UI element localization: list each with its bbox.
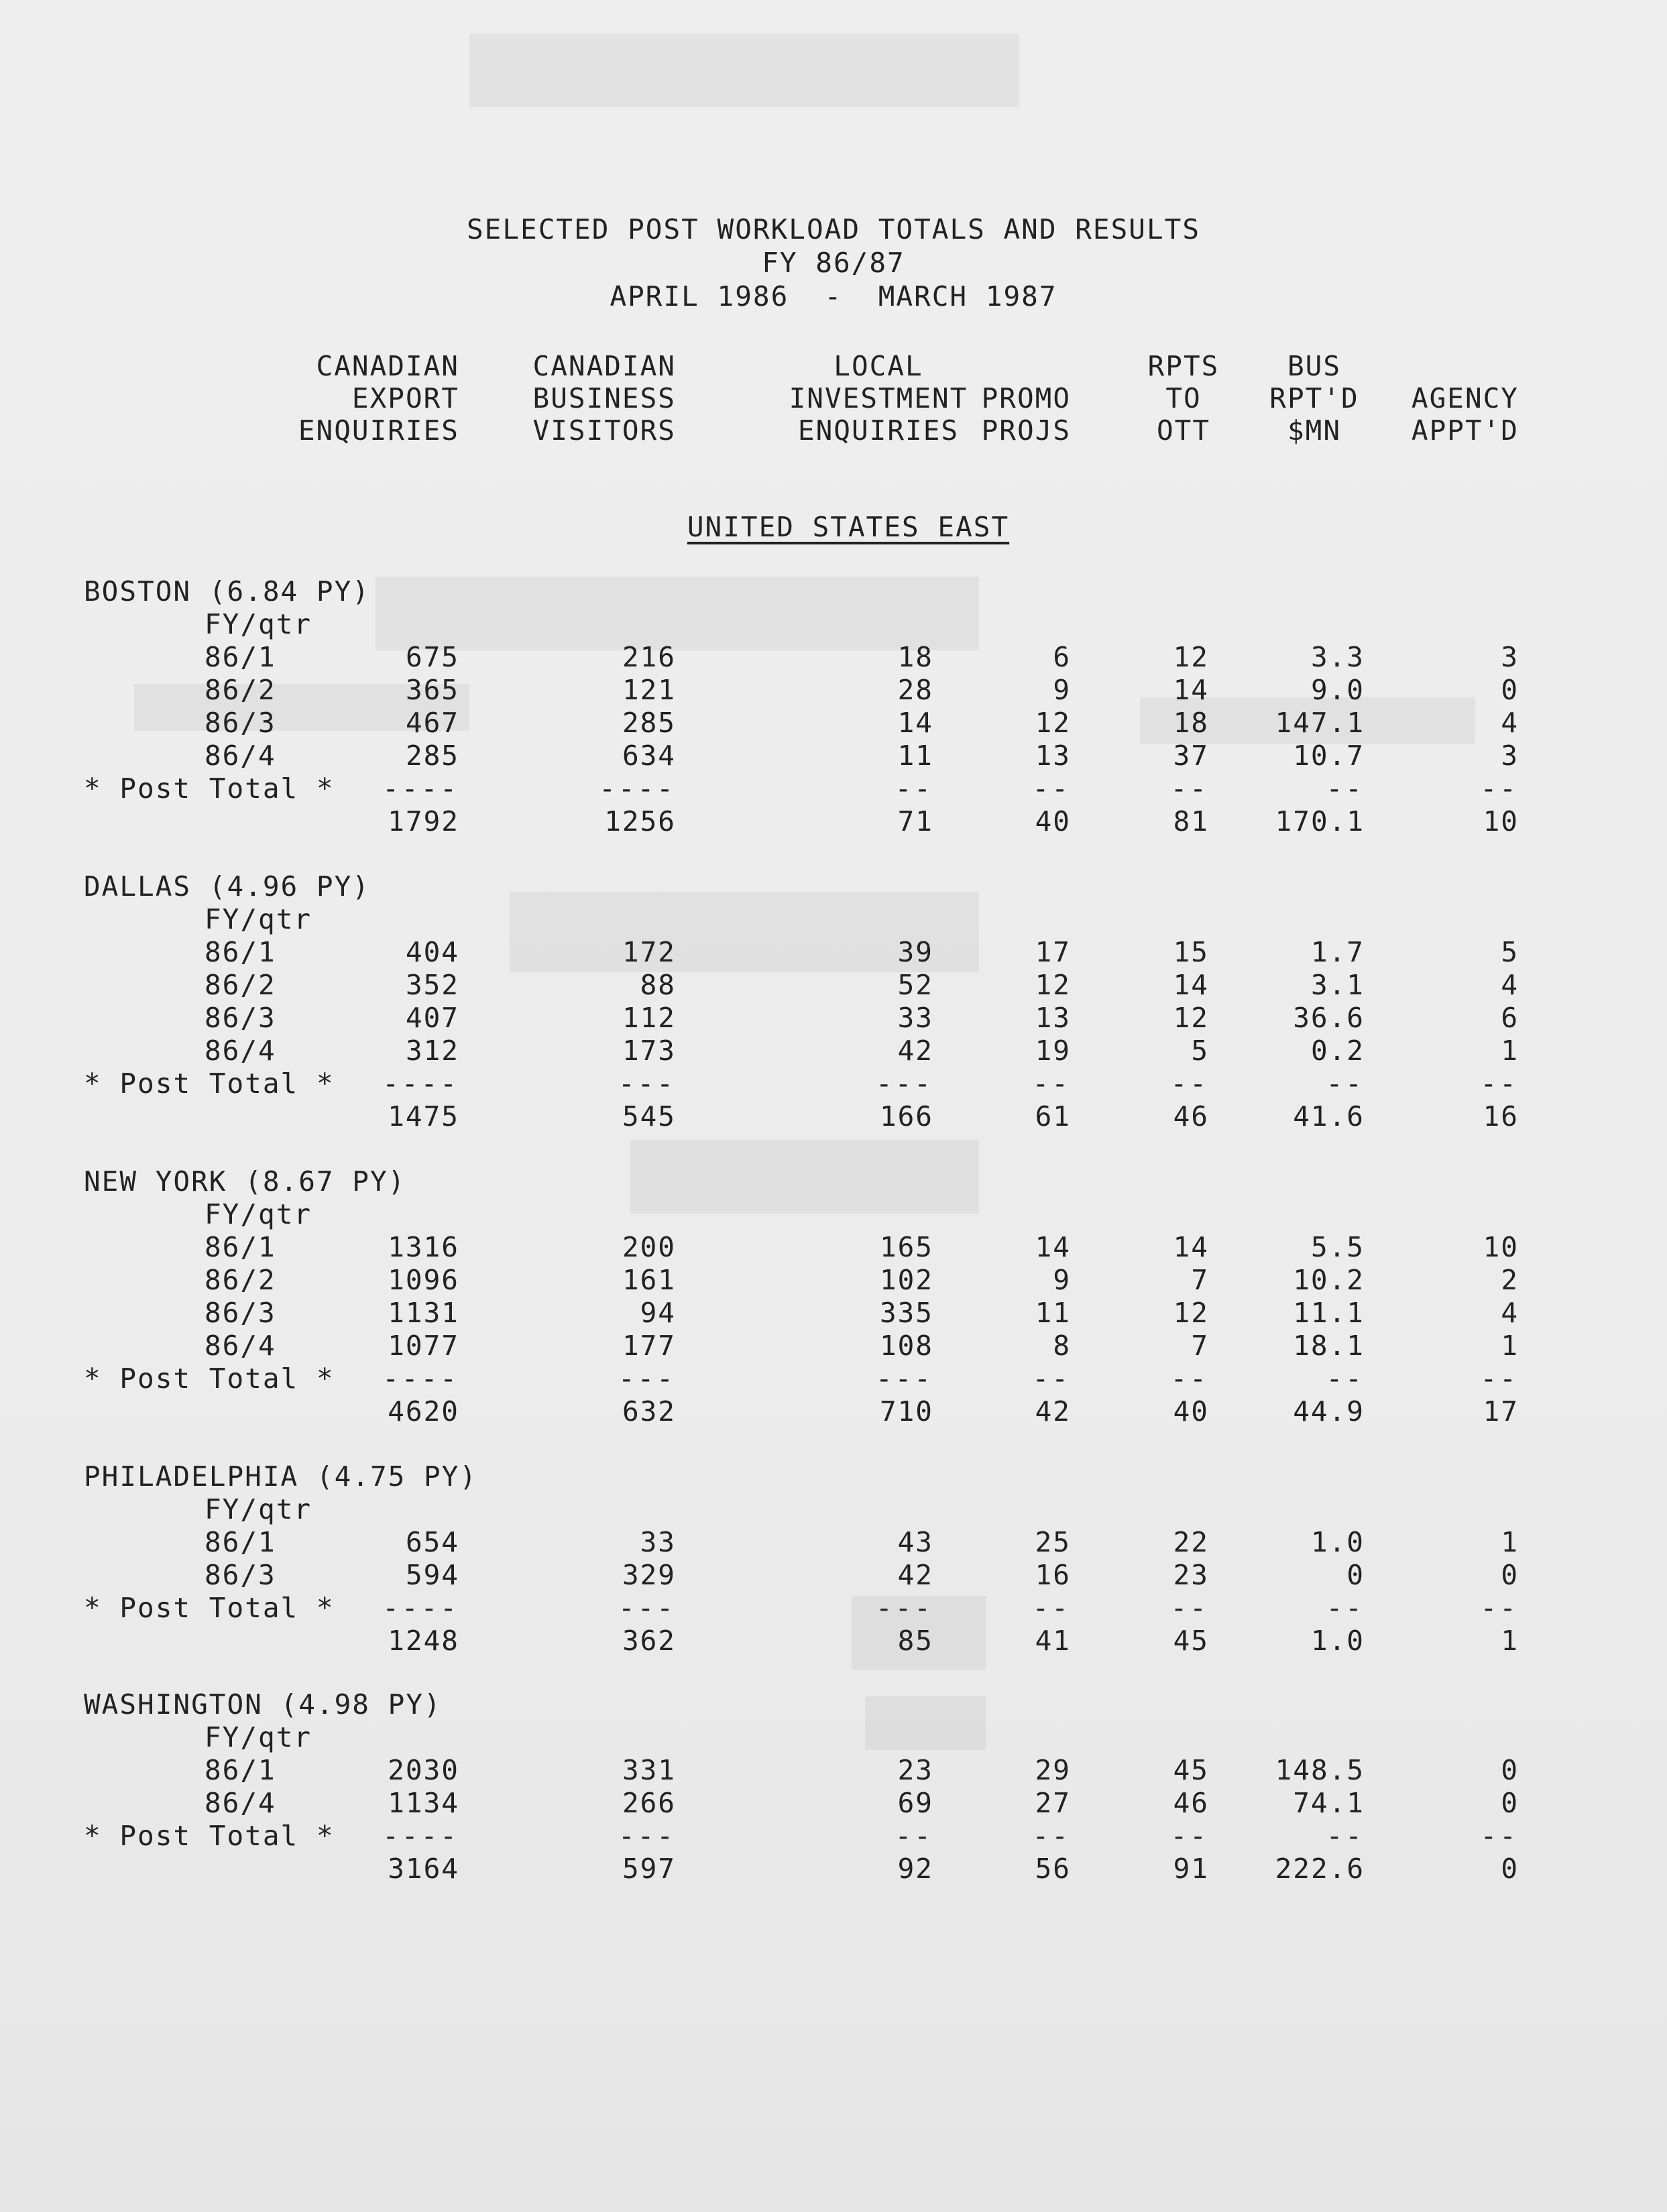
separator-dashes: --- [618,1592,676,1624]
column-header-label: BUS [1287,350,1342,382]
quarter-label: 86/4 [205,740,276,772]
table-cell: 19 [1035,1035,1071,1067]
separator-dashes: ---- [382,772,459,805]
column-header-label: PROMO [981,382,1071,414]
total-cell: 222.6 [1275,1853,1365,1885]
separator-dashes: ---- [382,1592,459,1624]
table-cell: 33 [640,1526,676,1558]
table-cell: 13 [1035,740,1071,772]
post-name: PHILADELPHIA (4.75 PY) [84,1460,478,1493]
column-header-label: TO [1165,382,1202,414]
total-cell: 44.9 [1293,1395,1365,1428]
separator-dashes: -- [1032,1362,1071,1395]
total-cell: 4620 [388,1395,459,1428]
quarter-label: 86/2 [205,1264,276,1296]
column-header-label: ENQUIRIES [298,414,459,447]
separator-dashes: -- [1170,1820,1209,1852]
table-cell: 1096 [388,1264,459,1296]
bleed-through-block [865,1696,986,1750]
table-cell: 1.7 [1310,936,1365,968]
table-cell: 69 [897,1787,933,1819]
separator-dashes: -- [1032,1067,1071,1100]
table-cell: 25 [1035,1526,1071,1558]
table-cell: 312 [405,1035,459,1067]
post-total-label: * Post Total * [84,1067,335,1100]
fyqtr-label: FY/qtr [205,1493,312,1525]
table-cell: 94 [640,1297,676,1329]
table-cell: 121 [622,674,676,706]
table-cell: 173 [622,1035,676,1067]
table-cell: 11 [1035,1297,1071,1329]
table-cell: 39 [897,936,933,968]
table-cell: 12 [1035,707,1071,739]
total-cell: 170.1 [1275,805,1365,837]
total-cell: 1 [1501,1625,1519,1657]
table-cell: 14 [1035,1231,1071,1263]
total-cell: 166 [879,1100,933,1132]
separator-dashes: ---- [382,1067,459,1100]
separator-dashes: --- [618,1820,676,1852]
table-cell: 12 [1173,641,1209,673]
table-cell: 74.1 [1293,1787,1365,1819]
total-cell: 92 [897,1853,933,1885]
table-cell: 365 [405,674,459,706]
bleed-through-block [630,1140,979,1214]
fyqtr-label: FY/qtr [205,608,312,640]
total-cell: 40 [1173,1395,1209,1428]
table-cell: 52 [897,969,933,1001]
fyqtr-label: FY/qtr [205,903,312,935]
column-header-label: CANADIAN [316,350,459,382]
separator-dashes: -- [1170,1592,1209,1624]
total-cell: 46 [1173,1100,1209,1132]
table-cell: 0 [1501,674,1519,706]
separator-dashes: --- [875,1592,933,1624]
total-cell: 710 [879,1395,933,1428]
table-cell: 352 [405,969,459,1001]
total-cell: 41 [1035,1625,1071,1657]
separator-dashes: -- [1480,1820,1519,1852]
table-cell: 5 [1191,1035,1209,1067]
column-header-label: BUSINESS [532,382,676,414]
total-cell: 0 [1501,1853,1519,1885]
table-cell: 2 [1501,1264,1519,1296]
table-cell: 10.7 [1293,740,1365,772]
separator-dashes: -- [1032,1592,1071,1624]
separator-dashes: -- [1326,1820,1365,1852]
total-cell: 362 [622,1625,676,1657]
table-cell: 177 [622,1330,676,1362]
table-cell: 1 [1501,1330,1519,1362]
table-cell: 0 [1501,1754,1519,1786]
table-cell: 2030 [388,1754,459,1786]
separator-dashes: ---- [382,1820,459,1852]
table-cell: 18 [897,641,933,673]
quarter-label: 86/1 [205,1526,276,1558]
table-cell: 33 [897,1002,933,1034]
total-cell: 81 [1173,805,1209,837]
column-header-label: $MN [1287,414,1342,447]
table-cell: 9.0 [1310,674,1365,706]
table-cell: 5 [1501,936,1519,968]
separator-dashes: -- [1170,772,1209,805]
table-cell: 266 [622,1787,676,1819]
table-cell: 3 [1501,641,1519,673]
table-cell: 10.2 [1293,1264,1365,1296]
column-header-label: AGENCY [1411,382,1519,414]
total-cell: 1248 [388,1625,459,1657]
total-cell: 632 [622,1395,676,1428]
post-total-label: * Post Total * [84,1362,335,1395]
table-cell: 4 [1501,707,1519,739]
table-cell: 42 [897,1035,933,1067]
separator-dashes: -- [1326,1592,1365,1624]
total-cell: 56 [1035,1853,1071,1885]
table-cell: 1316 [388,1231,459,1263]
total-cell: 45 [1173,1625,1209,1657]
post-name: DALLAS (4.96 PY) [84,870,370,903]
table-cell: 1 [1501,1526,1519,1558]
table-cell: 285 [622,707,676,739]
table-cell: 331 [622,1754,676,1786]
total-cell: 17 [1483,1395,1519,1428]
table-cell: 0 [1501,1559,1519,1591]
column-header-label: INVESTMENT [789,382,968,414]
table-cell: 165 [879,1231,933,1263]
post-total-label: * Post Total * [84,772,335,805]
separator-dashes: -- [1032,772,1071,805]
table-cell: 18.1 [1293,1330,1365,1362]
table-cell: 12 [1173,1297,1209,1329]
table-cell: 7 [1191,1264,1209,1296]
table-cell: 10 [1483,1231,1519,1263]
table-cell: 11 [897,740,933,772]
table-cell: 148.5 [1275,1754,1365,1786]
table-cell: 11.1 [1293,1297,1365,1329]
total-cell: 61 [1035,1100,1071,1132]
total-cell: 1.0 [1310,1625,1365,1657]
table-cell: 675 [405,641,459,673]
separator-dashes: ---- [382,1362,459,1395]
table-cell: 404 [405,936,459,968]
table-cell: 0 [1501,1787,1519,1819]
separator-dashes: -- [1326,772,1365,805]
column-header-label: ENQUIRIES [797,414,960,447]
table-cell: 23 [1173,1559,1209,1591]
table-cell: 1.0 [1310,1526,1365,1558]
table-cell: 112 [622,1002,676,1034]
table-cell: 594 [405,1559,459,1591]
table-cell: 22 [1173,1526,1209,1558]
table-cell: 1077 [388,1330,459,1362]
table-cell: 407 [405,1002,459,1034]
table-cell: 200 [622,1231,676,1263]
total-cell: 91 [1173,1853,1209,1885]
period: APRIL 1986 - MARCH 1987 [610,280,1057,312]
quarter-label: 86/1 [205,1231,276,1263]
quarter-label: 86/4 [205,1330,276,1362]
total-cell: 40 [1035,805,1071,837]
table-cell: 6 [1053,641,1071,673]
column-header-label: LOCAL [834,350,923,382]
fyqtr-label: FY/qtr [205,1721,312,1753]
table-cell: 18 [1173,707,1209,739]
table-cell: 5.5 [1310,1231,1365,1263]
table-cell: 3 [1501,740,1519,772]
total-cell: 16 [1483,1100,1519,1132]
separator-dashes: ---- [599,772,676,805]
quarter-label: 86/1 [205,936,276,968]
table-cell: 28 [897,674,933,706]
quarter-label: 86/1 [205,641,276,673]
total-cell: 10 [1483,805,1519,837]
column-header-label: PROJS [981,414,1071,447]
total-cell: 1792 [388,805,459,837]
table-cell: 0.2 [1310,1035,1365,1067]
column-header-label: RPTS [1147,350,1220,382]
column-header-label: CANADIAN [532,350,676,382]
column-header-label: EXPORT [351,382,459,414]
table-cell: 29 [1035,1754,1071,1786]
quarter-label: 86/3 [205,707,276,739]
table-cell: 467 [405,707,459,739]
quarter-label: 86/3 [205,1002,276,1034]
table-cell: 3.1 [1310,969,1365,1001]
post-name: NEW YORK (8.67 PY) [84,1165,406,1198]
table-cell: 3.3 [1310,641,1365,673]
table-cell: 88 [640,969,676,1001]
separator-dashes: -- [1480,1067,1519,1100]
table-cell: 172 [622,936,676,968]
table-cell: 42 [897,1559,933,1591]
table-cell: 46 [1173,1787,1209,1819]
table-cell: 634 [622,740,676,772]
column-header-label: OTT [1156,414,1211,447]
separator-dashes: --- [618,1362,676,1395]
post-name: WASHINGTON (4.98 PY) [84,1688,442,1721]
total-cell: 545 [622,1100,676,1132]
post-name: BOSTON (6.84 PY) [84,575,370,607]
separator-dashes: -- [895,772,933,805]
table-cell: 12 [1035,969,1071,1001]
table-cell: 329 [622,1559,676,1591]
document-title: SELECTED POST WORKLOAD TOTALS AND RESULTS [466,213,1201,245]
table-cell: 14 [1173,674,1209,706]
table-cell: 0 [1346,1559,1365,1591]
table-cell: 15 [1173,936,1209,968]
column-header-label: VISITORS [532,414,676,447]
bleed-through-block [376,577,979,650]
table-cell: 14 [1173,969,1209,1001]
table-cell: 8 [1053,1330,1071,1362]
post-total-label: * Post Total * [84,1592,335,1624]
quarter-label: 86/4 [205,1035,276,1067]
separator-dashes: -- [1480,1592,1519,1624]
separator-dashes: -- [1326,1362,1365,1395]
quarter-label: 86/2 [205,674,276,706]
total-cell: 42 [1035,1395,1071,1428]
region-heading: UNITED STATES EAST [687,511,1010,543]
table-cell: 335 [879,1297,933,1329]
total-cell: 597 [622,1853,676,1885]
table-cell: 43 [897,1526,933,1558]
table-cell: 14 [1173,1231,1209,1263]
separator-dashes: --- [618,1067,676,1100]
total-cell: 85 [897,1625,933,1657]
separator-dashes: --- [875,1067,933,1100]
table-cell: 14 [897,707,933,739]
table-cell: 9 [1053,674,1071,706]
separator-dashes: -- [1170,1067,1209,1100]
separator-dashes: -- [1326,1067,1365,1100]
table-cell: 9 [1053,1264,1071,1296]
fiscal-year: FY 86/87 [762,247,905,279]
table-cell: 7 [1191,1330,1209,1362]
separator-dashes: --- [875,1362,933,1395]
total-cell: 1475 [388,1100,459,1132]
separator-dashes: -- [895,1820,933,1852]
total-cell: 1256 [604,805,676,837]
total-cell: 3164 [388,1853,459,1885]
quarter-label: 86/1 [205,1754,276,1786]
table-cell: 23 [897,1754,933,1786]
bleed-through-block [469,34,1019,107]
table-cell: 102 [879,1264,933,1296]
fyqtr-label: FY/qtr [205,1198,312,1230]
table-cell: 6 [1501,1002,1519,1034]
table-cell: 27 [1035,1787,1071,1819]
quarter-label: 86/3 [205,1559,276,1591]
separator-dashes: -- [1032,1820,1071,1852]
table-cell: 12 [1173,1002,1209,1034]
table-cell: 1131 [388,1297,459,1329]
table-cell: 17 [1035,936,1071,968]
table-cell: 4 [1501,969,1519,1001]
table-cell: 216 [622,641,676,673]
quarter-label: 86/4 [205,1787,276,1819]
table-cell: 4 [1501,1297,1519,1329]
table-cell: 1134 [388,1787,459,1819]
total-cell: 41.6 [1293,1100,1365,1132]
total-cell: 71 [897,805,933,837]
table-cell: 13 [1035,1002,1071,1034]
table-cell: 108 [879,1330,933,1362]
post-total-label: * Post Total * [84,1820,335,1852]
table-cell: 36.6 [1293,1002,1365,1034]
table-cell: 285 [405,740,459,772]
table-cell: 37 [1173,740,1209,772]
table-cell: 147.1 [1275,707,1365,739]
separator-dashes: -- [1480,1362,1519,1395]
column-header-label: RPT'D [1269,382,1359,414]
table-cell: 654 [405,1526,459,1558]
table-cell: 161 [622,1264,676,1296]
quarter-label: 86/3 [205,1297,276,1329]
table-cell: 1 [1501,1035,1519,1067]
table-cell: 45 [1173,1754,1209,1786]
quarter-label: 86/2 [205,969,276,1001]
column-header-label: APPT'D [1411,414,1519,447]
table-cell: 16 [1035,1559,1071,1591]
separator-dashes: -- [1170,1362,1209,1395]
separator-dashes: -- [1480,772,1519,805]
